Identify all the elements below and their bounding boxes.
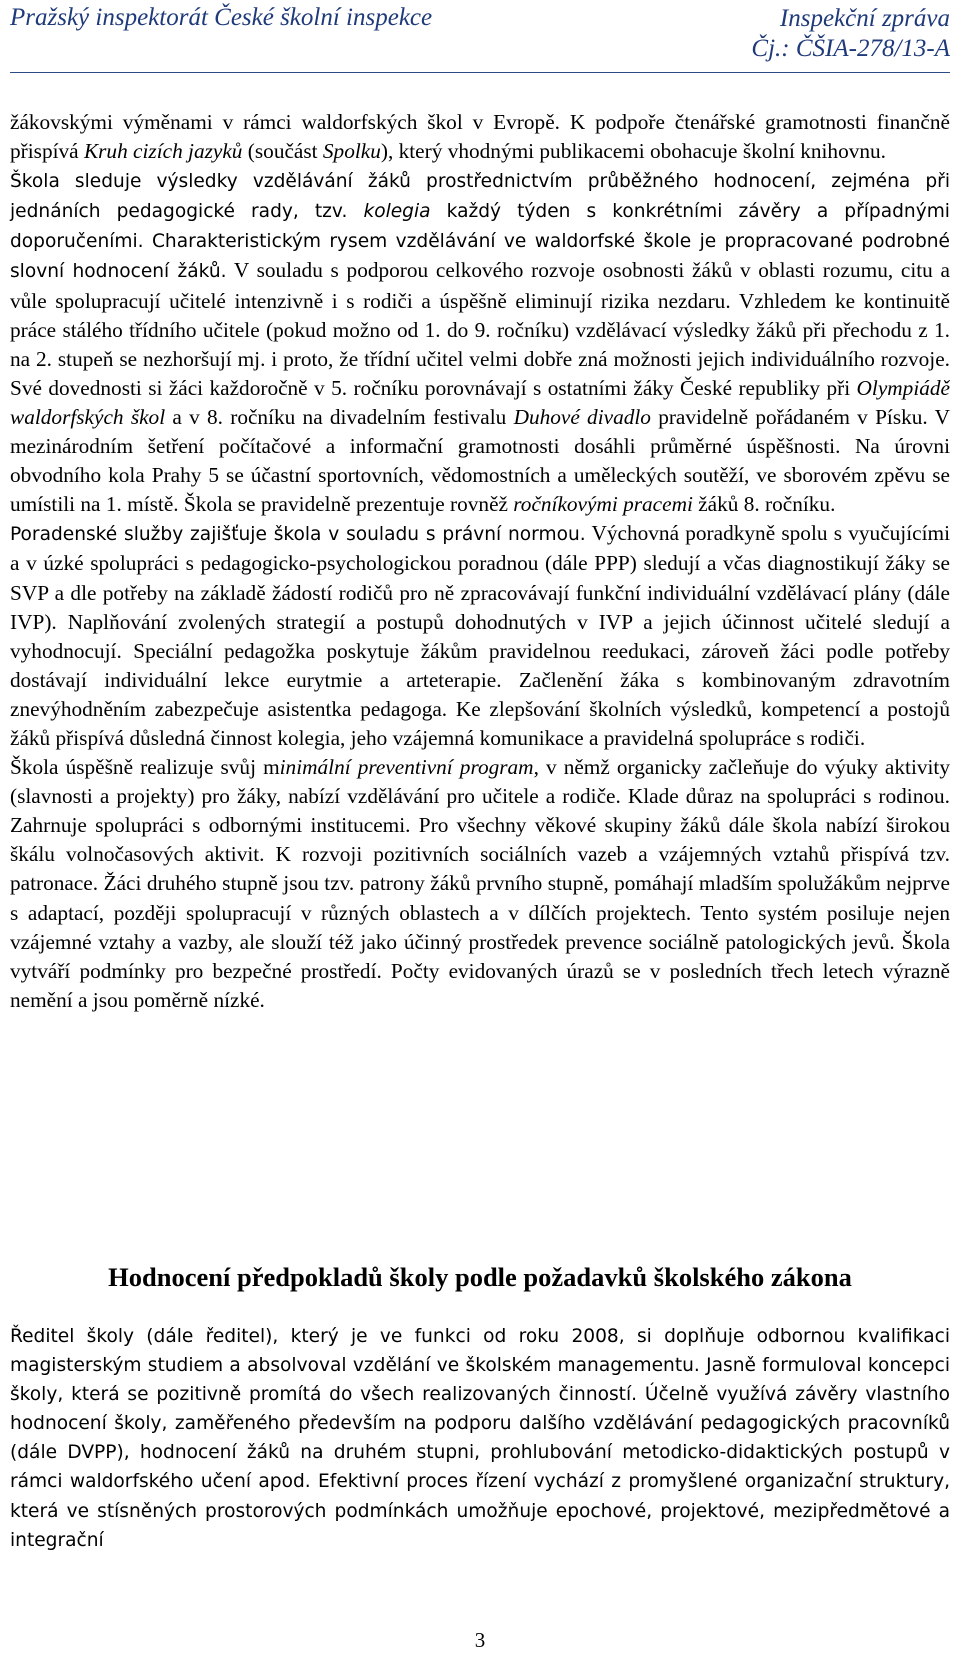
header-institution: Pražský inspektorát České školní inspekce bbox=[10, 4, 433, 31]
body-text-section bbox=[10, 1322, 950, 1555]
body-text bbox=[10, 108, 950, 1015]
header-rule bbox=[10, 72, 950, 73]
header-reference-number: Čj.: ČŠIA-278/13-A bbox=[751, 35, 950, 62]
paragraph-results: Škola sleduje výsledky vzdělávání žáků prostřednictvím průběžného hodnocení, zejména při jednáních pedagogické rady, tzv. kolegia každý týden s konkrétními závěry a případnými doporučeními. Charakteristickým rysem vzdělávání ve waldorfské škole je propracované podrobné slovní hodnocení žáků. V souladu s podporou celkového rozvoje osobnosti žáků v oblasti rozumu, citu a vůle spolupracují učitelé intenzivně i s rodiči a úspěšně eliminují rizika nezdaru. Vzhledem ke kontinuitě práce stálého třídního učitele (pokud možno od 1. do 9. ročníku) vzdělávací výsledky žáků při přechodu z 1. na 2. stupeň se nezhoršují mj. i proto, že třídní učitel velmi dobře zná možnosti jejich individuálního rozvoje. Své dovednosti si žáci každoročně v 5. ročníku porovnávají s ostatními žáky České republiky při Olympiádě waldorfských škol a v 8. ročníku na divadelním festivalu Duhové divadlo pravidelně pořádaném v Písku. V mezinárodním šetření počítačové a informační gramotnosti dosáhli průměrné úspěšnosti. Na úrovni obvodního kola Prahy 5 se účastní sportovních, vědomostních a uměleckých soutěží, ve sborovém zpěvu se umístili na 1. místě. Škola se pravidelně prezentuje rovněž ročníkovými pracemi žáků 8. ročníku. bbox=[10, 171, 951, 517]
page-number: 3 bbox=[474, 1628, 486, 1652]
paragraph-reading-literacy: žákovskými výměnami v rámci waldorfských škol v Evropě. K podpoře čtenářské gramotnosti finančně přispívá Kruh cizích jazyků (součást Spolku), který vhodnými publikacemi obohacuje školní knihovnu. bbox=[10, 110, 950, 164]
paragraph-director: Ředitel školy (dále ředitel), který je ve funkci od roku 2008, si doplňuje odbornou kvalifikaci magisterským studiem a absolvoval vzdělání ve školském managementu. Jasně formuloval koncepci školy, která se pozitivně promítá do všech realizovaných činností. Účelně využívá závěry vlastního hodnocení školy, zaměřeného především na podporu dalšího vzdělávání pedagogických pracovníků (dále DVPP), hodnocení žáků na druhém stupni, prohlubování metodicko-didaktických postupů v rámci waldorfského učení apod. Efektivní proces řízení vychází z promyšlené organizační struktury, která ve stísněných prostorových podmínkách umožňuje epochové, projektové, mezipředmětové a integrační bbox=[10, 1326, 950, 1551]
section-heading: Hodnocení předpokladů školy podle požadavků školského zákona bbox=[108, 1262, 852, 1292]
page-header bbox=[10, 2, 950, 68]
header-report-info bbox=[751, 4, 950, 64]
header-report-title: Inspekční zpráva bbox=[779, 5, 950, 32]
paragraph-prevention: Škola úspěšně realizuje svůj minimální preventivní program, v němž organicky začleňuje do výuky aktivity (slavnosti a projekty) pro žáky, nabízí vzdělávání pro učitele a rodiče. Klade důraz na spolupráci s rodinou. Zahrnuje spolupráci s odbornými institucemi. Pro všechny věkové skupiny žáků dále škola nabízí širokou škálu volnočasových aktivit. K rozvoji pozitivních sociálních vazeb a vzájemných vztahů přispívá tzv. patronace. Žáci druhého stupně jsou tzv. patrony žáků prvního stupně, pomáhají mladším spolužákům nejprve s adaptací, později spolupracují v různých oblastech a v dílčích projektech. Tento systém posiluje nejen vzájemné vztahy a vazby, ale slouží též jako účinný prostředek prevence sociálně patologických jevů. Škola vytváří podmínky pro bezpečné prostředí. Počty evidovaných úrazů se v posledních třech letech výrazně nemění a jsou poměrně nízké. bbox=[10, 755, 950, 1012]
paragraph-counseling: Poradenské služby zajišťuje škola v souladu s právní normou. Výchovná poradkyně spolu s vyučujícími a v úzké spolupráci s pedagogicko-psychologickou poradnou (dále PPP) sledují a včas diagnostikují žáky se SVP a dle potřeby na základě žádostí rodičů pro ně zpracovávají funkční individuální vzdělávací plány (dále IVP). Naplňování zvolených strategií a postupů dohodnutých v IVP a jejich účinnost učitelé sledují a vyhodnocují. Speciální pedagožka poskytuje žákům pravidelnou reedukaci, zároveň žáci podle potřeby dostávají individuální lekce eurytmie a arteterapie. Začlenění žáka s kombinovaným zdravotním znevýhodněním zabezpečuje asistentka pedagoga. Ke zlepšování školních výsledků, kompetencí a postojů žáků přispívá důsledná činnost kolegia, jeho vzájemná komunikace a pravidelná spolupráce s rodiči. bbox=[10, 521, 950, 750]
